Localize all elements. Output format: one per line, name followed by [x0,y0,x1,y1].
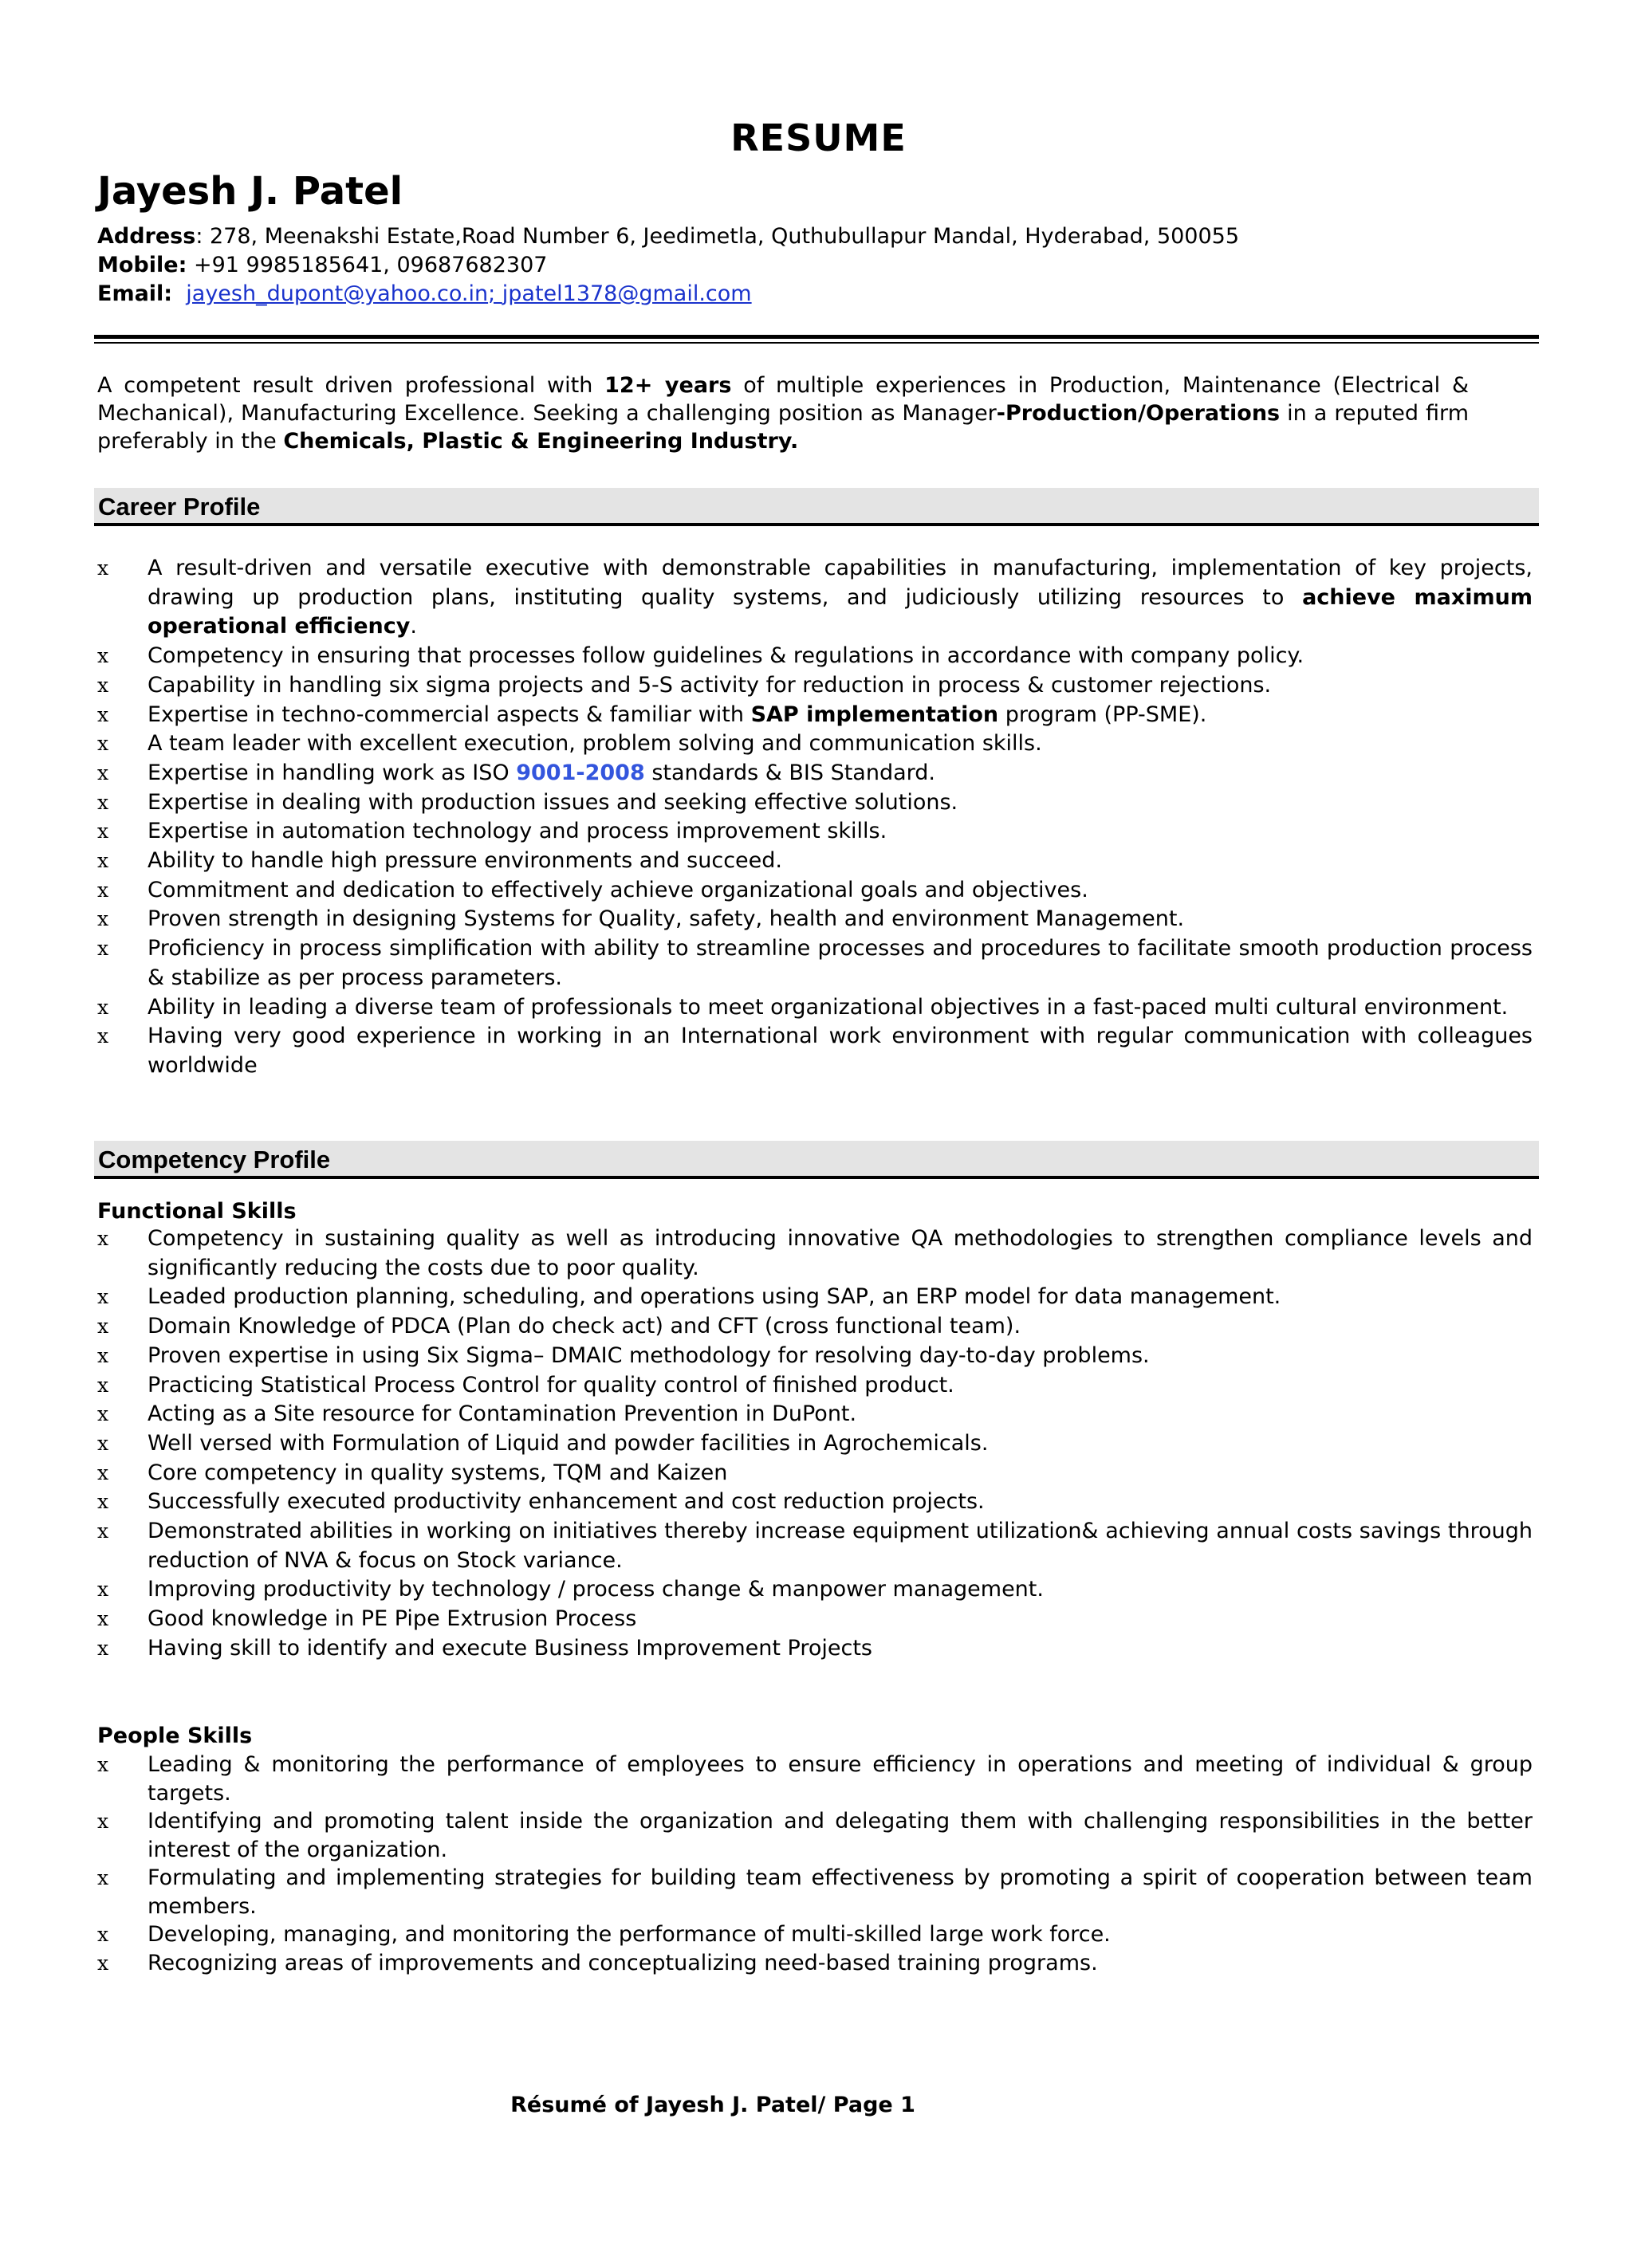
email-label: Email: [97,281,173,306]
list-item [97,1751,1533,1807]
item-text: Leaded production planning, scheduling, and operations using SAP, an ERP model for data management. [148,1284,1281,1310]
section-competency-profile [94,1141,1539,1179]
item-text: Domain Knowledge of PDCA (Plan do check act) and CFT (cross functional team). [148,1314,1021,1339]
item-emphasis: achieve maximum operational efficiency [148,584,1533,639]
list-item [97,1517,1533,1575]
section-title: Career Profile [98,493,261,521]
bullet-mark: x [97,820,109,843]
candidate-name: Jayesh J. Patel [97,169,403,214]
bullet-mark: x [97,907,109,931]
item-text: Expertise in handling work as ISO [148,760,517,785]
list-item [97,1312,1533,1342]
mobile-value: +91 9985185641, 09687682307 [187,253,548,277]
list-item [97,905,1533,934]
list-item [97,817,1533,847]
summary-position: -Production/Operations [996,401,1281,426]
bullet-mark: x [97,761,109,784]
item-text: Commitment and dedication to effectively achieve organizational goals and objectives. [148,877,1088,902]
item-text: Improving productivity by technology / process change & manpower management. [148,1577,1044,1602]
list-item [97,1605,1533,1634]
email-link-yahoo[interactable]: jayesh_dupont@yahoo.co.in [186,281,489,306]
functional-skills-list [97,1224,1533,1664]
item-text: Core competency in quality systems, TQM and Kaizen [148,1460,728,1485]
summary-years: 12+ years [604,373,732,398]
list-item [97,993,1533,1023]
item-text: Having very good experience in working in an International work environment with regular communication with colleagues worldwide [148,1024,1533,1078]
email-link-gmail[interactable]: jpatel1378@gmail.com [502,281,752,306]
list-item [97,1920,1533,1949]
list-item [97,729,1533,759]
item-text: Ability in leading a diverse team of professionals to meet organizational objectives in a fast-paced multi cultural environment. [148,994,1509,1020]
bullet-mark: x [97,1490,109,1514]
item-text: Competency in sustaining quality as well as introducing innovative QA methodologies to strengthen compliance levels and significantly reducing the costs due to poor quality. [148,1226,1533,1280]
bullet-mark: x [97,644,109,668]
bullet-mark: x [97,1753,109,1776]
item-text: Successfully executed productivity enhancement and cost reduction projects. [148,1489,985,1515]
bullet-mark: x [97,1578,109,1602]
item-text: Ability to handle high pressure environments and succeed. [148,848,782,874]
bullet-mark: x [97,1923,109,1946]
bullet-mark: x [97,937,109,961]
item-text: Expertise in automation technology and process improvement skills. [148,819,887,844]
bullet-mark: x [97,849,109,873]
bullet-mark: x [97,673,109,697]
item-text-end: . [410,614,417,639]
list-item [97,759,1533,788]
list-item [97,1575,1533,1605]
bullet-mark: x [97,1373,109,1397]
item-text: Competency in ensuring that processes follow guidelines & regulations in accordance with company policy. [148,643,1304,669]
list-item [97,671,1533,701]
address-value: : 278, Meenakshi Estate,Road Number 6, Jeedimetla, Quthubullapur Mandal, Hyderabad, 500055 [195,224,1240,249]
item-text: A result-driven and versatile executive with demonstrable capabilities in manufacturing, implementation of key projects, drawing up production plans, instituting quality systems, and judiciously utilizing resources to [148,556,1533,610]
functional-skills-heading: Functional Skills [97,1199,297,1224]
iso-number: 9001-2008 [516,760,645,785]
item-text: Proven expertise in using Six Sigma– DMAIC methodology for resolving day-to-day problems. [148,1342,1150,1368]
email-separator: ; [488,281,502,306]
header-divider-thin [94,342,1539,344]
list-item [97,934,1533,992]
mobile-line [97,251,1548,280]
item-text: Leading & monitoring the performance of employees to ensure efficiency in operations and meeting of individual & group targets. [148,1752,1533,1806]
bullet-mark: x [97,1343,109,1367]
bullet-mark: x [97,790,109,814]
list-item [97,1429,1533,1459]
item-text: Proficiency in process simplification with ability to streamline processes and procedures to facilitate smooth production process & stabilize as per process parameters. [148,936,1533,990]
address-line [97,222,1548,251]
list-item [97,1283,1533,1312]
bullet-mark: x [97,878,109,902]
bullet-mark: x [97,995,109,1019]
list-item [97,1371,1533,1401]
contact-block [97,222,1548,309]
item-text: Good knowledge in PE Pipe Extrusion Process [148,1606,637,1632]
professional-summary [97,371,1469,455]
email-line [97,280,1548,309]
summary-text-1: A competent result driven professional with [97,373,605,398]
bullet-mark: x [97,556,109,580]
bullet-mark: x [97,1315,109,1338]
list-item [97,1949,1533,1978]
list-item [97,1864,1533,1920]
list-item [97,876,1533,906]
bullet-mark: x [97,1024,109,1048]
summary-text-3: in a reputed firm preferably in the [97,401,1469,454]
bullet-mark: x [97,1866,109,1889]
item-text: Capability in handling six sigma projects and 5-S activity for reduction in process & customer rejections. [148,672,1272,698]
bullet-mark: x [97,702,109,726]
bullet-mark: x [97,1951,109,1975]
page-footer: Résumé of Jayesh J. Patel/ Page 1 [510,2093,915,2117]
bullet-mark: x [97,1431,109,1455]
list-item [97,1488,1533,1517]
list-item [97,554,1533,642]
item-emphasis: SAP implementation [750,702,999,727]
bullet-mark: x [97,1636,109,1660]
summary-text-2: of multiple experiences in Production, Maintenance (Electrical & Mechanical), Manufacturing Excellence. Seeking a challenging position as Manager [97,373,1470,426]
item-text: Acting as a Site resource for Contamination Prevention in DuPont. [148,1401,857,1427]
bullet-mark: x [97,1285,109,1309]
document-title: RESUME [730,116,907,159]
item-text: A team leader with excellent execution, problem solving and communication skills. [148,731,1042,757]
address-label: Address [97,224,196,249]
list-item [97,1224,1533,1283]
bullet-mark: x [97,1810,109,1833]
item-text: Recognizing areas of improvements and conceptualizing need-based training programs. [148,1950,1098,1975]
bullet-mark: x [97,1460,109,1484]
list-item [97,1459,1533,1488]
item-text: Demonstrated abilities in working on initiatives thereby increase equipment utilization& achieving annual costs savings through reduction of NVA & focus on Stock variance. [148,1519,1533,1573]
item-text: Practicing Statistical Process Control for quality control of finished product. [148,1372,954,1397]
people-skills-heading: People Skills [97,1724,253,1748]
item-text: Proven strength in designing Systems for Quality, safety, health and environment Management. [148,906,1185,932]
bullet-mark: x [97,1607,109,1631]
summary-industry: Chemicals, Plastic & Engineering Industry. [283,429,799,454]
item-text-end: program (PP-SME). [998,702,1207,727]
list-item [97,1342,1533,1371]
list-item [97,1807,1533,1864]
list-item [97,1634,1533,1664]
list-item [97,701,1533,730]
item-text: Expertise in techno-commercial aspects & familiar with [148,702,751,727]
bullet-mark: x [97,1402,109,1426]
list-item [97,1400,1533,1429]
mobile-label: Mobile: [97,253,187,277]
bullet-mark: x [97,1227,109,1250]
header-divider-thick [94,335,1539,339]
item-text: Identifying and promoting talent inside the organization and delegating them with challenging responsibilities in the better interest of the organization. [148,1809,1533,1862]
career-profile-list [97,554,1533,1081]
list-item [97,642,1533,671]
item-text: Well versed with Formulation of Liquid and powder facilities in Agrochemicals. [148,1430,989,1456]
item-text: Expertise in dealing with production issues and seeking effective solutions. [148,789,958,815]
list-item [97,1022,1533,1080]
item-text-end: standards & BIS Standard. [644,760,935,785]
list-item [97,788,1533,818]
section-title: Competency Profile [98,1146,331,1173]
bullet-mark: x [97,732,109,756]
section-career-profile [94,488,1539,526]
item-text: Formulating and implementing strategies for building team effectiveness by promoting a spirit of cooperation between team members. [148,1865,1533,1919]
people-skills-list [97,1751,1533,1977]
list-item [97,847,1533,876]
item-text: Having skill to identify and execute Business Improvement Projects [148,1635,872,1661]
item-text: Developing, managing, and monitoring the performance of multi-skilled large work force. [148,1922,1111,1947]
bullet-mark: x [97,1519,109,1543]
